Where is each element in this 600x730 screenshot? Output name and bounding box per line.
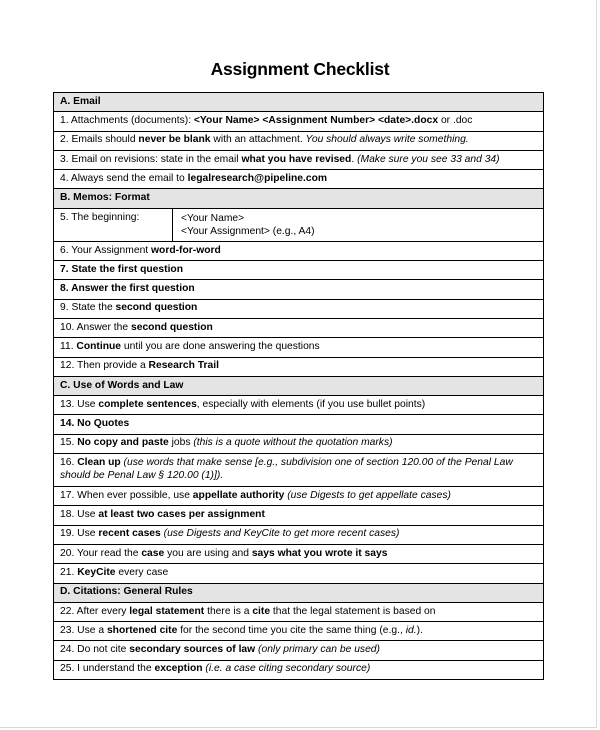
item-italic: (i.e. a case citing secondary source) (205, 663, 371, 675)
item-bold: Research Trail (148, 360, 219, 372)
checklist-item-23 (54, 622, 544, 641)
item-bold: second question (115, 302, 198, 314)
item-bold: never be blank (138, 134, 211, 146)
item-bold: at least two cases per assignment (98, 509, 265, 521)
email-address: legalresearch@pipeline.com (187, 172, 328, 184)
item-text: there is a (204, 605, 253, 617)
item-text: 10. Answer the (60, 321, 131, 333)
item-text: you are using and (164, 547, 252, 559)
item-text: that the legal statement is based on (270, 605, 436, 617)
item-text: 20. Your read the (60, 547, 142, 559)
section-header-citations: D. Citations: General Rules (54, 583, 544, 602)
item-bold: second question (130, 321, 213, 333)
item-bold: case (141, 547, 165, 559)
checklist-item-1 (54, 112, 544, 131)
checklist-item-24 (54, 641, 544, 660)
checklist-item-17 (54, 487, 544, 506)
item-text: 4. Always send the email to (60, 172, 188, 184)
item-detail-line: <Your Assignment> (e.g., A4) (181, 225, 315, 237)
checklist-item-5 (54, 208, 544, 241)
item-bold: 8. Answer the first question (60, 283, 195, 295)
item-italic: (Make sure you see 33 and 34) (357, 153, 500, 165)
item-bold: says what you wrote it says (251, 547, 388, 559)
item-text: 1. Attachments (documents): (60, 115, 194, 127)
item-bold: No copy and paste (77, 437, 169, 449)
checklist-item-18 (54, 506, 544, 525)
checklist-item-19 (54, 525, 544, 544)
item-text: 12. Then provide a (60, 360, 149, 372)
item-bold: cite (252, 605, 271, 617)
item-text: 23. Use a (60, 624, 107, 636)
item-text: for the second time you cite the same thing (e.g., (177, 624, 406, 636)
item-detail-line: <Your Name> (181, 212, 245, 224)
checklist-item-25 (54, 660, 544, 679)
item-text: 2. Emails should (60, 134, 139, 146)
section-header-email: A. Email (54, 93, 544, 112)
checklist-item-11 (54, 338, 544, 357)
item-italic: You should always write something. (305, 134, 469, 146)
checklist-item-12 (54, 357, 544, 376)
section-header-words-law: C. Use of Words and Law (54, 376, 544, 395)
item-text: 21. (60, 566, 78, 578)
item-bold: exception (154, 663, 203, 675)
item-text: , especially with elements (196, 398, 317, 410)
item-bold: <Your Name> <Assignment Number> <date>.docx (193, 115, 439, 127)
item-detail (173, 209, 543, 241)
item-text: 19. Use (60, 528, 99, 540)
item-text: 11. (60, 340, 77, 352)
item-bold: 14. No Quotes (60, 418, 130, 430)
checklist-item-7 (54, 261, 544, 280)
item-italic: (use words that make sense [e.g., subdivision one of section 120.00 of the Penal Law should be Penal Law § 120.00 (1)]). (60, 457, 513, 482)
item-bold: word-for-word (151, 244, 221, 256)
item-text: jobs (168, 437, 194, 449)
item-text: 25. I understand the (60, 663, 155, 675)
item-bold: Clean up (77, 457, 121, 469)
item-text: 9. State the (60, 302, 116, 314)
checklist-item-6 (54, 241, 544, 260)
item-bold: shortened cite (106, 624, 178, 636)
item-text: ). (416, 624, 423, 636)
item-text: 22. After every (60, 605, 130, 617)
item-bold: appellate authority (192, 489, 285, 501)
checklist-item-9 (54, 299, 544, 318)
item-text: 15. (60, 437, 78, 449)
section-header-memos: B. Memos: Format (54, 189, 544, 208)
item-italic: (only primary can be used) (258, 644, 380, 656)
item-text: 6. Your Assignment (60, 244, 152, 256)
item-bold: what you have revised (241, 153, 352, 165)
item-text: 18. Use (60, 509, 99, 521)
item-text: every case (115, 566, 169, 578)
item-text: or .doc (438, 115, 473, 127)
item-text: 24. Do not cite (60, 644, 130, 656)
item-italic: id. (405, 624, 417, 636)
item-bold: complete sentences (98, 398, 197, 410)
item-label: 5. The beginning: (54, 209, 173, 241)
checklist-item-4 (54, 170, 544, 189)
item-italic: (use Digests and KeyCite to get more recent cases) (163, 528, 400, 540)
item-bold: 7. State the first question (60, 263, 184, 275)
checklist-item-13 (54, 396, 544, 415)
checklist-item-10 (54, 318, 544, 337)
checklist-item-20 (54, 544, 544, 563)
item-bold: Continue (76, 340, 122, 352)
checklist-item-8 (54, 280, 544, 299)
checklist-item-15 (54, 434, 544, 453)
item-bold: KeyCite (77, 566, 116, 578)
item-text: 3. Email on revisions: state in the email (60, 153, 242, 165)
item-bold: legal statement (129, 605, 205, 617)
item-italic: (use Digests to get appellate cases) (287, 489, 451, 501)
item-text: (if you use bullet points) (316, 398, 426, 410)
checklist-item-16 (54, 454, 544, 487)
item-text: 13. Use (60, 398, 99, 410)
item-text: with an attachment. (210, 134, 306, 146)
item-italic: (this is a quote without the quotation marks) (193, 437, 393, 449)
item-text: until you are done answering the questions (121, 340, 320, 352)
checklist-item-14 (54, 415, 544, 434)
checklist-item-21 (54, 564, 544, 583)
item-bold: secondary sources of law (129, 644, 256, 656)
checklist-item-22 (54, 602, 544, 621)
item-text: 16. (60, 457, 78, 469)
checklist-item-3 (54, 150, 544, 169)
item-text: . (351, 153, 358, 165)
checklist-table (53, 92, 544, 680)
item-bold: recent cases (98, 528, 161, 540)
page-title: Assignment Checklist (210, 59, 390, 79)
checklist-item-2 (54, 131, 544, 150)
item-text: 17. When ever possible, use (60, 489, 193, 501)
